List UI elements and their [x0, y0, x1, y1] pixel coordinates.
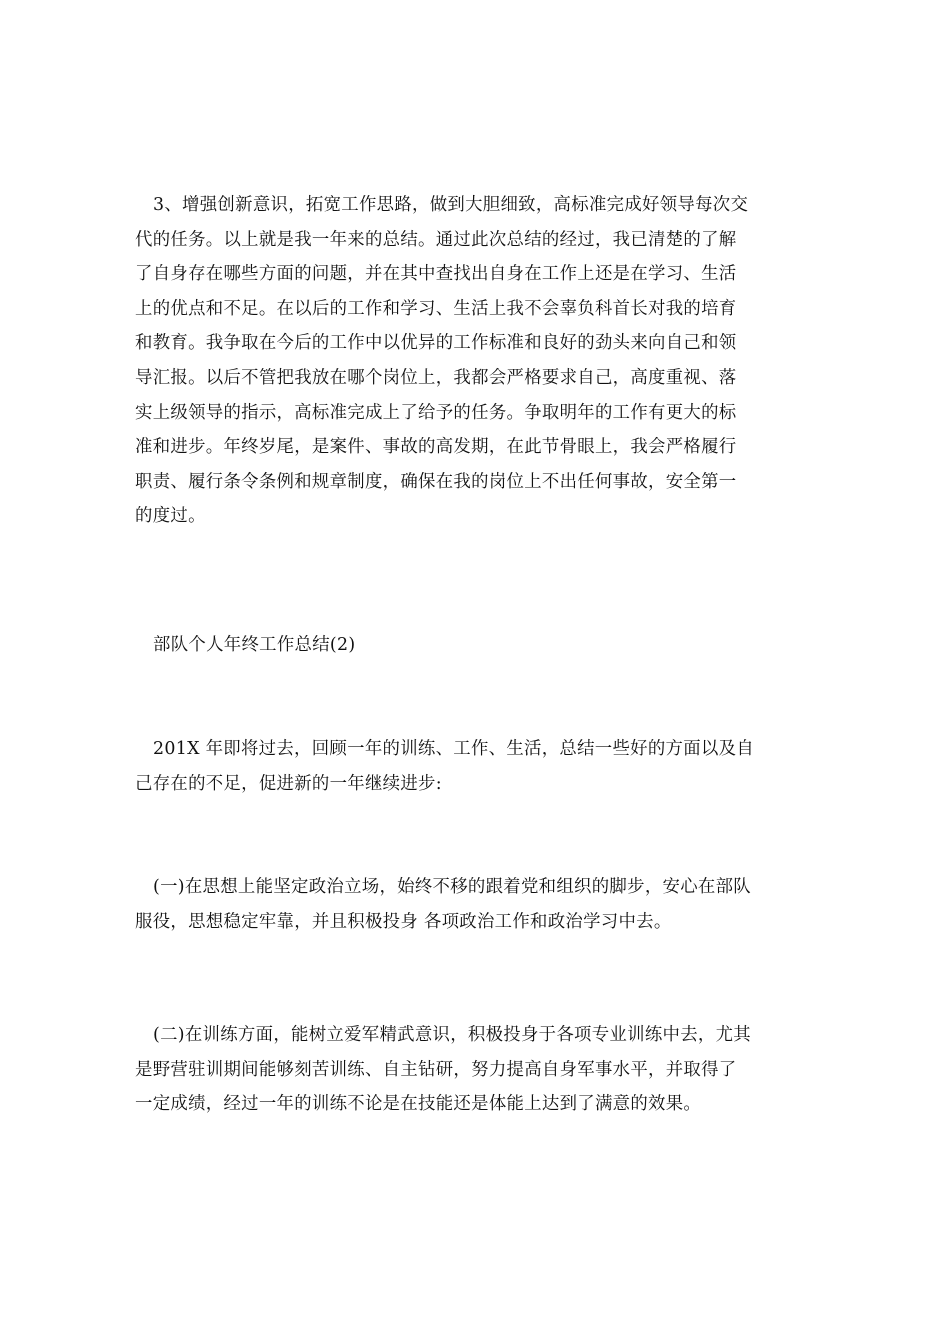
- paragraph-line: 是野营驻训期间能够刻苦训练、自主钻研，努力提高自身军事水平，并取得了: [135, 1059, 737, 1080]
- section-heading: 部队个人年终工作总结(2): [153, 635, 356, 655]
- paragraph-line: 导汇报。以后不管把我放在哪个岗位上，我都会严格要求自己，高度重视、落: [135, 367, 737, 388]
- paragraph-line: 己存在的不足，促进新的一年继续进步:: [135, 773, 442, 794]
- paragraph-line: 和教育。我争取在今后的工作中以优异的工作标准和良好的劲头来向自己和领: [135, 333, 737, 354]
- paragraph-line: 3、增强创新意识，拓宽工作思路，做到大胆细致，高标准完成好领导每次交: [153, 195, 749, 215]
- paragraph-line: (一)在思想上能坚定政治立场，始终不移的跟着党和组织的脚步，安心在部队: [153, 877, 751, 897]
- paragraph-line: 职责、履行条令条例和规章制度，确保在我的岗位上不出任何事故，安全第一: [135, 471, 737, 492]
- paragraph-intro: [135, 732, 808, 801]
- paragraph-line: 一定成绩，经过一年的训练不论是在技能还是体能上达到了满意的效果。: [135, 1094, 702, 1115]
- paragraph-line: 服役，思想稳定牢靠，并且积极投身 各项政治工作和政治学习中去。: [135, 911, 672, 932]
- paragraph-line: 准和进步。年终岁尾，是案件、事故的高发期，在此节骨眼上，我会严格履行: [135, 437, 737, 458]
- paragraph-line: 上的优点和不足。在以后的工作和学习、生活上我不会辜负科首长对我的培育: [135, 298, 737, 319]
- paragraph-line: 201X 年即将过去，回顾一年的训练、工作、生活，总结一些好的方面以及自: [153, 739, 755, 759]
- paragraph-line: 了自身存在哪些方面的问题，并在其中查找出自身在工作上还是在学习、生活: [135, 264, 737, 285]
- paragraph-ideology: [135, 870, 808, 939]
- paragraph-line: 实上级领导的指示，高标准完成上了给予的任务。争取明年的工作有更大的标: [135, 402, 737, 423]
- paragraph-line: 代的任务。以上就是我一年来的总结。通过此次总结的经过，我已清楚的了解: [135, 229, 737, 250]
- paragraph-line: 的度过。: [135, 506, 206, 527]
- paragraph-innovation-summary: [135, 188, 808, 534]
- paragraph-training: [135, 1018, 808, 1122]
- paragraph-line: (二)在训练方面，能树立爱军精武意识，积极投身于各项专业训练中去，尤其: [153, 1025, 751, 1045]
